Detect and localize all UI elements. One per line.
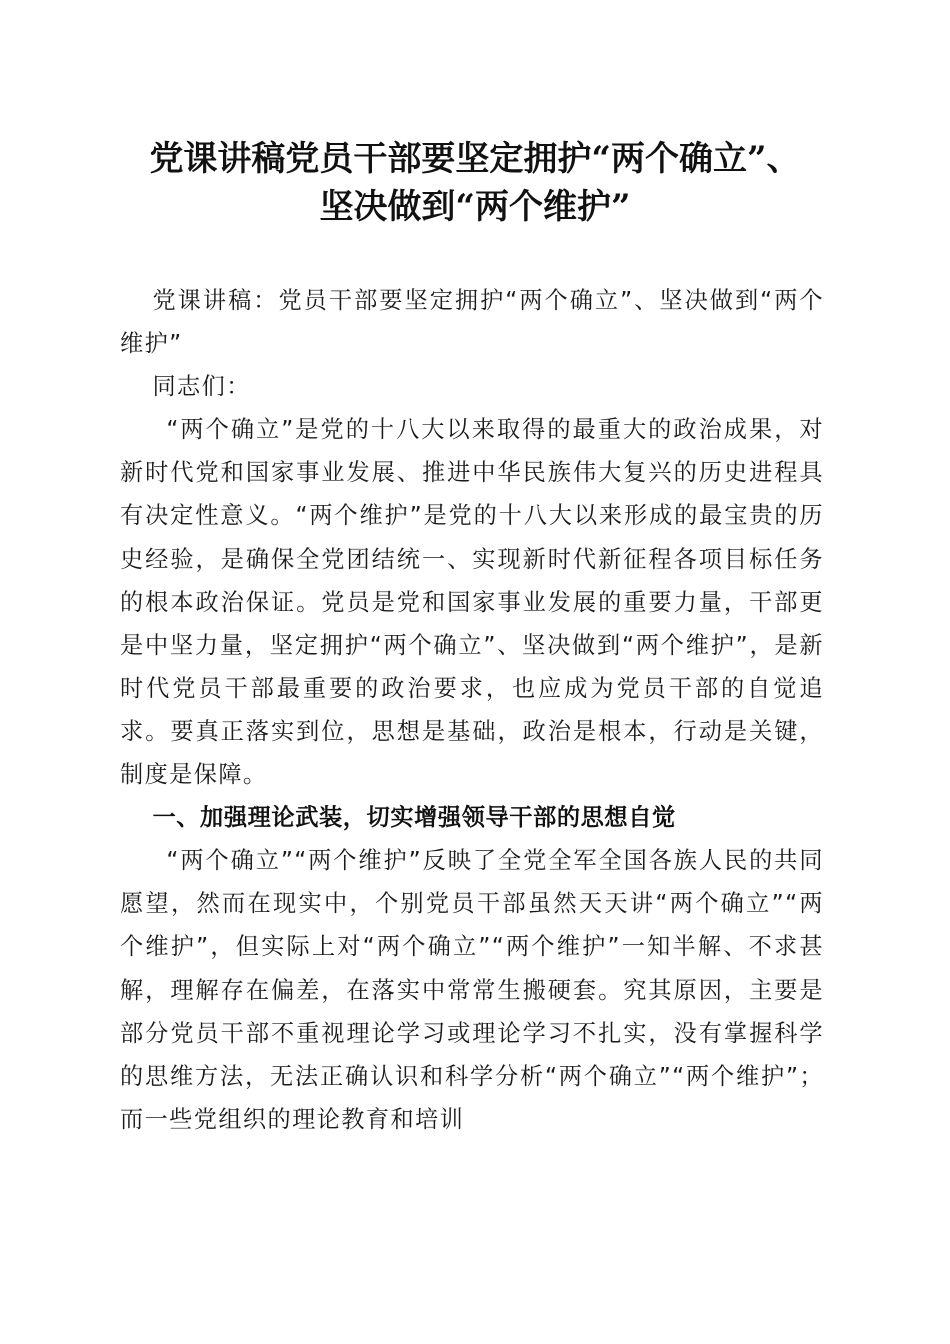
title-line-1: 党课讲稿党员干部要坚定拥护“两个确立”、	[149, 139, 801, 179]
document-title	[100, 135, 850, 231]
body-paragraph-2: “两个确立”“两个维护”反映了全党全军全国各族人民的共同愿望，然而在现实中，个别党员干部虽然天天讲“两个确立”“两个维护”，但实际上对“两个确立”“两个维护”一知半解、不求甚解，理解存在偏差，在落实中常常生搬硬套。究其原因，主要是部分党员干部不重视理论学习或理论学习不扎实，没有掌握科学的思维方法，无法正确认识和科学分析“两个确立”“两个维护”；而一些党组织的理论教育和培训	[120, 847, 824, 1133]
body-paragraph-1: “两个确立”是党的十八大以来取得的最重大的政治成果，对新时代党和国家事业发展、推进中华民族伟大复兴的历史进程具有决定性意义。“两个维护”是党的十八大以来形成的最宝贵的历史经验，是确保全党团结统一、实现新时代新征程各项目标任务的根本政治保证。党员是党和国家事业发展的重要力量，干部更是中坚力量，坚定拥护“两个确立”、坚决做到“两个维护”，是新时代党员干部最重要的政治要求，也应成为党员干部的自觉追求。要真正落实到位，思想是基础，政治是根本，行动是关键，制度是保障。	[120, 416, 824, 789]
title-line-2: 坚决做到“两个维护”	[319, 187, 631, 227]
intro-paragraph: 党课讲稿：党员干部要坚定拥护“两个确立”、坚决做到“两个维护”	[120, 287, 824, 358]
salutation: 同志们：	[152, 373, 251, 401]
section-heading-1: 一、加强理论武装，切实增强领导干部的思想自觉	[152, 804, 676, 832]
document-body	[120, 279, 824, 1141]
